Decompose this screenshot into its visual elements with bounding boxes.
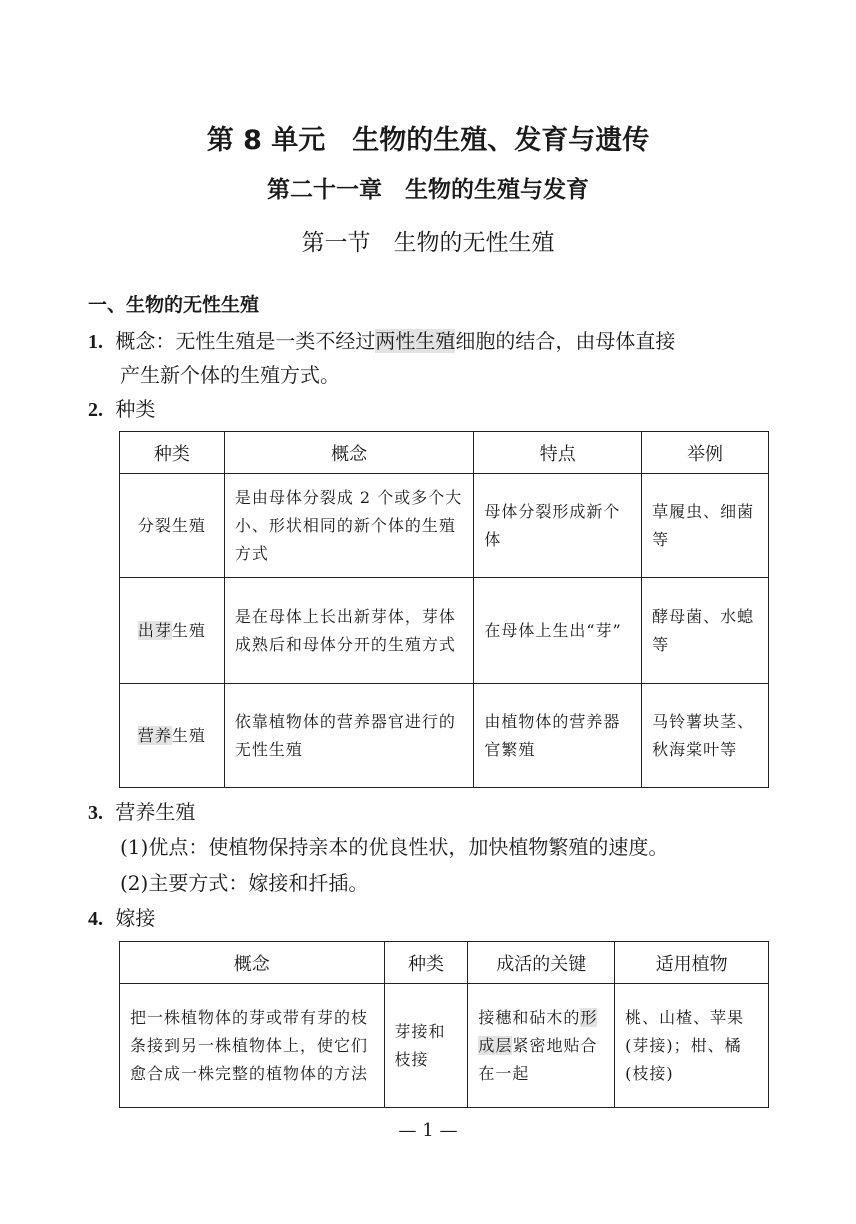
item4-label: 嫁接 — [115, 906, 156, 930]
grafting-key-post: 紧密地贴合在一起 — [478, 1035, 598, 1083]
row-feature: 在母体上生出“芽” — [474, 578, 642, 684]
row-example: 马铃薯块茎、秋海棠叶等 — [642, 684, 769, 788]
table-row — [120, 984, 769, 1108]
table-row — [120, 578, 769, 684]
row-type-text: 分裂生殖 — [137, 515, 206, 535]
grafting-key — [468, 984, 615, 1108]
grafting-concept: 把一株植物体的芽或带有芽的枝条接到另一株植物体上，使它们愈合成一株完整的植物体的方法 — [120, 984, 385, 1108]
table2-header-plants: 适用植物 — [615, 942, 769, 984]
table2-header-row — [120, 942, 769, 984]
grafting-kind: 芽接和枝接 — [384, 984, 468, 1108]
row-type — [120, 474, 225, 578]
item1-highlight: 两性生殖 — [375, 329, 456, 353]
table1-header-row — [120, 432, 769, 474]
table1-header-feature: 特点 — [474, 432, 642, 474]
table1-header-type: 种类 — [120, 432, 225, 474]
row-type-text: 生殖 — [171, 620, 206, 640]
row-feature: 由植物体的营养器官繁殖 — [474, 684, 642, 788]
table2-header-key: 成活的关键 — [468, 942, 615, 984]
row-type-highlight: 营养 — [137, 725, 172, 745]
item2-number: 2. — [88, 399, 103, 421]
item1-line2: 产生新个体的生殖方式。 — [120, 363, 340, 387]
table2-header-kind: 种类 — [384, 942, 468, 984]
page-number: — 1 — — [398, 1120, 458, 1141]
unit-title: 第 8 单元 生物的生殖、发育与遗传 — [206, 125, 650, 156]
table2-header-concept: 概念 — [120, 942, 385, 984]
row-concept: 是由母体分裂成 2 个或多个大小、形状相同的新个体的生殖方式 — [224, 474, 474, 578]
row-concept: 依靠植物体的营养器官进行的无性生殖 — [224, 684, 474, 788]
table-row — [120, 474, 769, 578]
item3 — [88, 795, 195, 830]
table1-header-concept: 概念 — [224, 432, 474, 474]
item1-text-post: 细胞的结合，由母体直接 — [455, 329, 676, 353]
row-concept: 是在母体上长出新芽体，芽体成熟后和母体分开的生殖方式 — [224, 578, 474, 684]
row-type — [120, 578, 225, 684]
item3-number: 3. — [88, 802, 103, 824]
item2 — [88, 392, 155, 427]
item3-label: 营养生殖 — [115, 800, 196, 824]
item1-line1 — [88, 324, 675, 359]
grafting-plants: 桃、山楂、苹果(芽接)；柑、橘(枝接) — [615, 984, 769, 1108]
item2-label: 种类 — [115, 397, 156, 421]
grafting-table — [119, 941, 769, 1108]
item1-text-pre: 概念：无性生殖是一类不经过 — [115, 329, 376, 353]
item1-number: 1. — [88, 331, 103, 353]
grafting-key-highlight: 形成层 — [478, 1007, 598, 1055]
chapter-title: 第二十一章 生物的生殖与发育 — [267, 177, 589, 203]
row-example: 草履虫、细菌等 — [642, 474, 769, 578]
grafting-key-pre: 接穗和砧木的 — [478, 1007, 581, 1027]
row-type — [120, 684, 225, 788]
table1-header-example: 举例 — [642, 432, 769, 474]
row-type-text: 生殖 — [171, 725, 206, 745]
part-heading: 一、生物的无性生殖 — [88, 294, 260, 316]
table-row — [120, 684, 769, 788]
row-example: 酵母菌、水螅等 — [642, 578, 769, 684]
row-feature: 母体分裂形成新个体 — [474, 474, 642, 578]
item3-sub1: (1)优点：使植物保持亲本的优良性状，加快植物繁殖的速度。 — [120, 835, 669, 859]
item4-number: 4. — [88, 908, 103, 930]
asexual-types-table — [119, 431, 769, 788]
section-title: 第一节 生物的无性生殖 — [301, 230, 555, 256]
row-type-highlight: 出芽 — [137, 620, 172, 640]
item4 — [88, 901, 155, 936]
item3-sub2: (2)主要方式：嫁接和扦插。 — [120, 871, 369, 895]
